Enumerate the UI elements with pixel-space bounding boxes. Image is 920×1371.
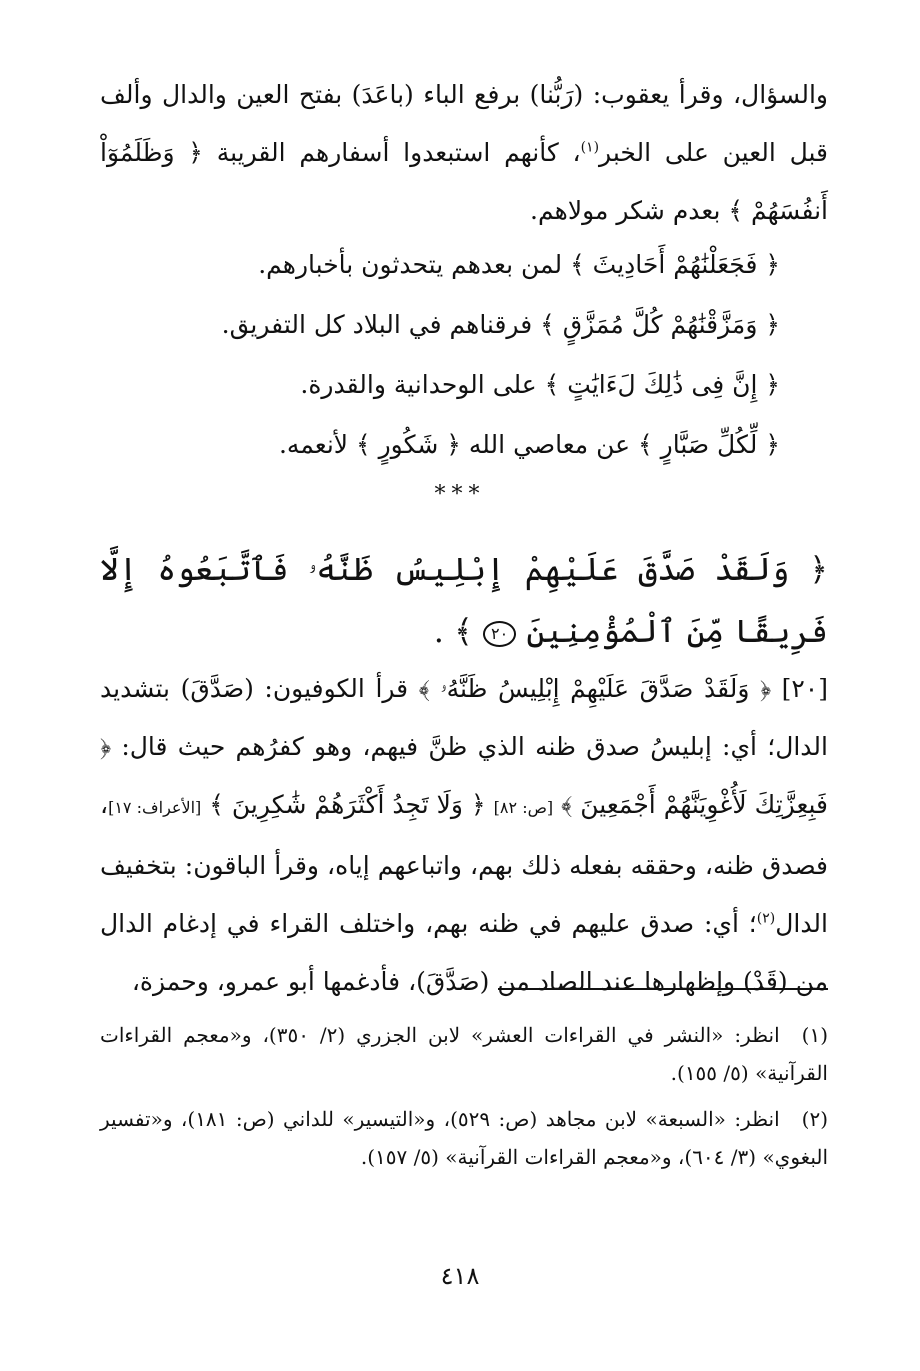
footnote-ref-1: (١) <box>580 139 600 156</box>
gloss-line: ﴿ فَجَعَلْنَٰهُمْ أَحَادِيثَ ﴾ لمن بعدهم يتحدثون بأخبارهم. <box>258 250 780 279</box>
opening-paragraph-end: ، كأنهم استبعدوا أسفارهم القريبة ﴿ وَظَلَمُوٓاْ أَنفُسَهُمْ ﴾ بعدم شكر مولاهم. <box>100 138 828 225</box>
page-number: ٤١٨ <box>440 1262 480 1290</box>
opening-paragraph <box>100 66 828 240</box>
commentary-part-1: [٢٠] ﴿ وَلَقَدْ صَدَّقَ عَلَيْهِمْ إِبْلِيسُ ظَنَّهُۥ ﴾ قرأ الكوفيون: (صَدَّقَ) بتشديد الدال؛ أي: إبليسُ صدق ظنه الذي ظنَّ فيهم، وهو كفرُهم حيث قال: ﴿ فَبِعِزَّتِكَ لَأُغْوِيَنَّهُمْ أَجْمَعِينَ ﴾ <box>100 674 828 819</box>
quran-verse <box>100 538 828 662</box>
footnote <box>100 1016 828 1092</box>
verse-number-marker: ٢٠ <box>483 621 516 647</box>
gloss-line: ﴿ إِنَّ فِى ذَٰلِكَ لَءَايَٰتٍ ﴾ على الوحدانية والقدرة. <box>300 370 780 399</box>
footnote-text: انظر: «السبعة» لابن مجاهد (ص: ٥٢٩)، و«التيسير» للداني (ص: ١٨١)، و«تفسير البغوي» (٣/ ٦٠٤)، و«معجم القراءات القرآنية» (٥/ ١٥٧). <box>100 1107 828 1169</box>
footnote-number: (١) <box>801 1023 828 1047</box>
gloss-line: ﴿ لِّكُلِّ صَبَّارٍ ﴾ عن معاصي الله ﴿ شَكُورٍ ﴾ لأنعمه. <box>278 430 780 459</box>
section-separator: *** <box>434 482 486 507</box>
footnote-ref-2: (٢) <box>756 910 776 927</box>
footnote-number: (٢) <box>801 1107 828 1131</box>
footnote-text: انظر: «النشر في القراءات العشر» لابن الجزري (٢/ ٣٥٠)، و«معجم القراءات القرآنية» (٥/ ١٥٥). <box>100 1023 828 1085</box>
reference-araf: [الأعراف: ١٧] <box>108 798 202 817</box>
reference-sad: [ص: ٨٢] <box>493 798 554 817</box>
gloss-line: ﴿ وَمَزَّقْنَٰهُمْ كُلَّ مُمَزَّقٍ ﴾ فرقناهم في البلاد كل التفريق. <box>221 310 780 339</box>
footnote-divider <box>498 988 828 990</box>
verse-end: ﴾ . <box>433 612 473 650</box>
commentary-paragraph <box>100 660 828 1011</box>
footnote <box>100 1100 828 1176</box>
commentary-part-3: ، فصدق ظنه، وحققه بفعله ذلك بهم، واتباعهم إياه، وقرأ الباقون: بتخفيف الدال <box>100 790 828 938</box>
verse-text: ﴿ وَلَقَدْ صَدَّقَ عَلَيْهِمْ إِبْلِيسُ ظَنَّهُۥ فَٱتَّبَعُوهُ إِلَّا فَرِيقًا مِّنَ ٱلْمُؤْمِنِينَ <box>100 550 828 650</box>
commentary-part-2: ﴿ وَلَا تَجِدُ أَكْثَرَهُمْ شَٰكِرِينَ ﴾ <box>209 790 486 819</box>
opening-paragraph-text: والسؤال، وقرأ يعقوب: (رَبُّنا) برفع الباء (باعَدَ) بفتح العين والدال وألف قبل العين على الخبر <box>100 80 828 167</box>
commentary-part-4: ؛ أي: صدق عليهم في ظنه بهم، واختلف القراء في إدغام الدال من (قَدْ) وإظهارها عند الصاد من (صَدَّقَ)، فأدغمها أبو عمرو، وحمزة، <box>100 909 828 996</box>
